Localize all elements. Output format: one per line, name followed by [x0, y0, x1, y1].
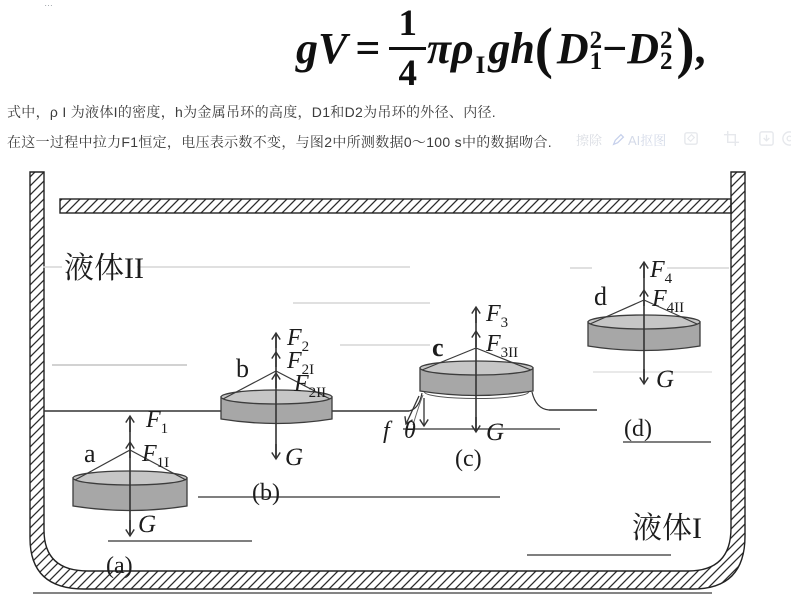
formula-gh: gh	[488, 23, 535, 73]
force-label-F3: $F_3$	[486, 301, 509, 331]
edit-note-icon[interactable]	[683, 130, 700, 147]
weight-label-b: G	[285, 444, 304, 471]
tank-cover	[60, 199, 731, 213]
formula-minus: −	[602, 23, 628, 73]
caption-a: (a)	[106, 553, 133, 579]
weight-label-d: G	[656, 366, 675, 393]
download-icon[interactable]	[758, 130, 775, 147]
paren-close: )	[676, 16, 695, 80]
caption-b: (b)	[252, 480, 280, 506]
analysis-text: 在这一过程中拉力F1恒定，电压表示数不变，与图2中所测数据0～100 s中的数据吻合.	[7, 134, 552, 150]
formula-pi-rho: πρ	[426, 23, 474, 73]
D2-index: 2	[659, 48, 673, 75]
fraction-numerator: 1	[398, 2, 417, 44]
formula-D2: D	[627, 23, 659, 73]
physics-formula	[296, 2, 705, 94]
scan-artifact-mark: …	[44, 0, 53, 8]
ai-cutout-button[interactable]	[612, 130, 666, 149]
D1-index: 1	[589, 48, 603, 75]
formula-equals: =	[355, 23, 381, 73]
liquid2-label: 液体II	[64, 252, 144, 285]
liquid1-label: 液体I	[632, 512, 702, 545]
fraction-denominator: 4	[389, 47, 426, 92]
explanation-text: 式中，ρ I 为液体I的密度，h为金属吊环的高度，D1和D2为吊环的外径、内径.	[7, 104, 496, 120]
pencil-icon	[612, 133, 625, 146]
force-label-F2I: $F_{2I}$	[287, 348, 315, 378]
crop-icon[interactable]	[723, 130, 740, 147]
force-label-F1: $F_1$	[146, 407, 169, 437]
erase-label: 擦除	[576, 133, 603, 148]
weight-label-c: G	[486, 419, 505, 446]
force-label-F4II: $F_{4II}$	[652, 286, 685, 316]
weight-label-a: G	[138, 511, 157, 538]
formula-fraction	[389, 2, 426, 94]
paren-open: (	[534, 16, 553, 80]
D2-exponent: 2	[659, 26, 673, 54]
formula-lhs: gV	[296, 23, 348, 73]
contact-angle-label-theta: θ	[404, 418, 416, 444]
force-label-F3II: $F_{3II}$	[486, 331, 519, 361]
letter-d: d	[594, 282, 607, 311]
caption-c: (c)	[455, 446, 482, 472]
ai-cutout-label: AI抠图	[628, 133, 667, 148]
caption-d: (d)	[624, 416, 652, 442]
letter-a: a	[84, 439, 96, 468]
force-label-F4: $F_4$	[650, 257, 673, 287]
force-label-F1I: $F_{1I}$	[142, 441, 170, 471]
force-label-F2II: $F_{2II}$	[294, 371, 327, 401]
caption-underlines	[108, 429, 711, 555]
erase-button[interactable]	[576, 130, 602, 149]
force-label-F2: $F_2$	[287, 325, 310, 355]
letter-b: b	[236, 354, 249, 383]
surface-tension-label-f: f	[383, 418, 390, 444]
letter-c: c	[432, 333, 444, 362]
rho-subscript: I	[475, 52, 486, 79]
physics-diagram	[0, 170, 791, 603]
D1-exponent: 2	[589, 26, 603, 54]
formula-comma: ,	[694, 23, 706, 73]
settings-icon[interactable]	[781, 130, 791, 147]
D2-supsub	[659, 26, 673, 75]
D1-supsub	[589, 26, 603, 75]
formula-D1: D	[556, 23, 589, 73]
